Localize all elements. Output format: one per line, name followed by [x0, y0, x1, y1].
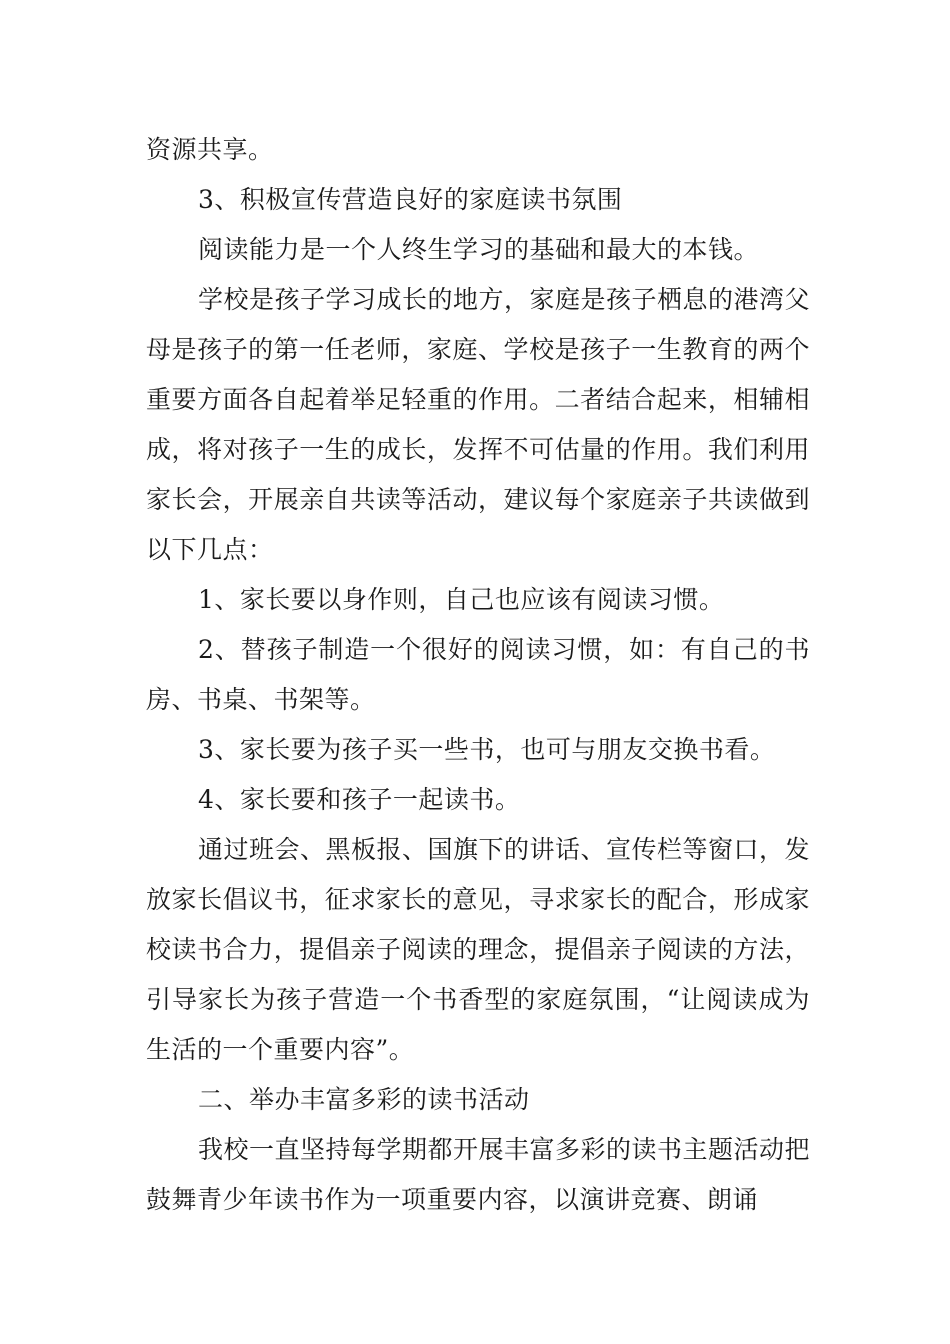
paragraph-2-heading: 3、积极宣传营造良好的家庭读书氛围 — [198, 185, 623, 214]
paragraph-6-list-item: 2、替孩子制造一个很好的阅读习惯，如：有自己的书房、书桌、书架等。 — [146, 635, 810, 714]
paragraph-11: 我校一直坚持每学期都开展丰富多彩的读书主题活动把鼓舞青少年读书作为一项重要内容，以演讲竞赛、朗诵 — [146, 1135, 811, 1214]
document-body — [146, 125, 810, 1225]
paragraph-8-list-item: 4、家长要和孩子一起读书。 — [198, 785, 521, 814]
paragraph-5-list-item: 1、家长要以身作则，自己也应该有阅读习惯。 — [198, 585, 725, 614]
paragraph-7-list-item: 3、家长要为孩子买一些书，也可与朋友交换书看。 — [198, 735, 776, 764]
paragraph-1: 资源共享。 — [146, 135, 274, 164]
paragraph-4: 学校是孩子学习成长的地方，家庭是孩子栖息的港湾父母是孩子的第一任老师，家庭、学校是孩子一生教育的两个重要方面各自起着举足轻重的作用。二者结合起来，相辅相成，将对孩子一生的成长，发挥不可估量的作用。我们利用家长会，开展亲自共读等活动，建议每个家庭亲子共读做到以下几点： — [146, 285, 811, 564]
paragraph-3: 阅读能力是一个人终生学习的基础和最大的本钱。 — [198, 235, 760, 264]
paragraph-10-heading: 二、举办丰富多彩的读书活动 — [198, 1085, 530, 1114]
paragraph-9: 通过班会、黑板报、国旗下的讲话、宣传栏等窗口，发放家长倡议书，征求家长的意见，寻求家长的配合，形成家校读书合力，提倡亲子阅读的理念，提倡亲子阅读的方法，引导家长为孩子营造一个书香型的家庭氛围，“让阅读成为生活的一个重要内容”。 — [146, 835, 811, 1064]
